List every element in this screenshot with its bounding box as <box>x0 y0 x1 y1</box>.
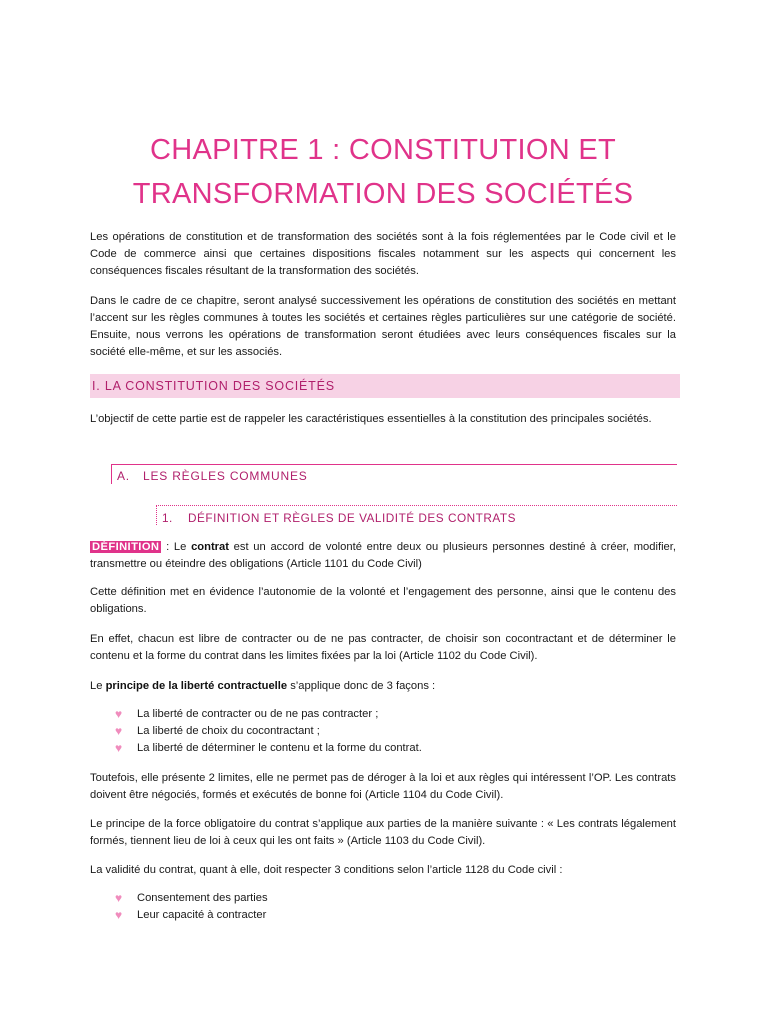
liberte-list <box>115 706 422 757</box>
autonomie-paragraph: Cette définition met en évidence l’autonomie de la volonté et l’engagement des personne, ainsi que le contenu des obligations. <box>90 586 676 615</box>
chapter-title-line1: CHAPITRE 1 : CONSTITUTION ET <box>150 134 616 166</box>
list-item <box>115 890 268 907</box>
subsubsection-number: 1. <box>162 511 173 525</box>
list-item-text: Leur capacité à contracter <box>137 909 267 921</box>
subsection-number: A. <box>117 469 130 483</box>
list-item <box>115 740 422 757</box>
heart-icon: ♥ <box>115 908 123 922</box>
chapter-title <box>90 128 676 216</box>
force-obligatoire-paragraph: Le principe de la force obligatoire du contrat s’applique aux parties de la manière suivante : « Les contrats légalement formés, tiennent lieu de loi à ceux qui les ont faits » (Article 1103 du Code Civil). <box>90 818 676 847</box>
definition-tag: DÉFINITION <box>92 541 160 553</box>
heart-icon: ♥ <box>115 724 123 738</box>
list-item-text: La liberté de contracter ou de ne pas contracter ; <box>137 708 379 720</box>
list-item-text: La liberté de choix du cocontractant ; <box>137 725 320 737</box>
principe-term: principe de la liberté contractuelle <box>105 680 288 692</box>
list-item <box>115 706 422 723</box>
list-item-text: Consentement des parties <box>137 892 268 904</box>
subsection-label: LES RÈGLES COMMUNES <box>143 469 308 483</box>
principe-text: s’applique donc de 3 façons : <box>287 680 436 692</box>
intro-paragraph-1: Les opérations de constitution et de transformation des sociétés sont à la fois réglementées par le Code civil et le Code de commerce ainsi que certaines dispositions fiscales notamment sur les aspects qui concernent les conséquences fiscales résultant de la transformation des sociétés. <box>90 231 676 277</box>
liberte-paragraph: En effet, chacun est libre de contracter ou de ne pas contracter, de choisir son cocontractant et de déterminer le contenu et la forme du contrat dans les limites fixées par la loi (Article 1102 du Code Civil). <box>90 633 676 662</box>
subsection-heading-regles-communes <box>111 464 677 484</box>
list-item <box>115 907 268 924</box>
definition-paragraph <box>90 539 676 573</box>
list-item-text: La liberté de déterminer le contenu et la forme du contrat. <box>137 742 422 754</box>
definition-pre: : Le <box>161 541 192 553</box>
section-paragraph-objectif: L’objectif de cette partie est de rappeler les caractéristiques essentielles à la constitution des principales sociétés. <box>90 413 652 425</box>
heart-icon: ♥ <box>115 741 123 755</box>
list-item <box>115 723 422 740</box>
principe-paragraph <box>90 678 676 695</box>
definition-text: est un accord de volonté entre deux ou plusieurs personnes destiné à créer, modifier, transmettre ou éteindre des obligations (Article 1101 du Code Civil) <box>90 541 676 570</box>
principe-pre: Le <box>90 680 106 692</box>
subsubsection-heading-definition <box>156 505 677 525</box>
heart-icon: ♥ <box>115 707 123 721</box>
definition-term: contrat <box>191 541 229 553</box>
heart-icon: ♥ <box>115 891 123 905</box>
intro-paragraph-2: Dans le cadre de ce chapitre, seront analysé successivement les opérations de constitution des sociétés en mettant l’accent sur les règles communes à toutes les sociétés et certaines règles particulières sur une catégorie de société. Ensuite, nous verrons les opérations de transformation seront étudiées avec leurs conséquences fiscales sur la société elle-même, et sur les associés. <box>90 295 676 358</box>
section-heading-constitution: I. LA CONSTITUTION DES SOCIÉTÉS <box>90 374 680 398</box>
toutefois-paragraph: Toutefois, elle présente 2 limites, elle ne permet pas de déroger à la loi et aux règles qui intéressent l’OP. Les contrats doivent être négociés, formés et exécutés de bonne foi (Article 1104 du Code Civil). <box>90 772 676 801</box>
validite-paragraph: La validité du contrat, quant à elle, doit respecter 3 conditions selon l’article 1128 du Code civil : <box>90 864 563 876</box>
subsubsection-label: DÉFINITION ET RÈGLES DE VALIDITÉ DES CONTRATS <box>188 511 516 525</box>
validite-list <box>115 890 268 924</box>
chapter-title-line2: TRANSFORMATION DES SOCIÉTÉS <box>132 178 634 210</box>
